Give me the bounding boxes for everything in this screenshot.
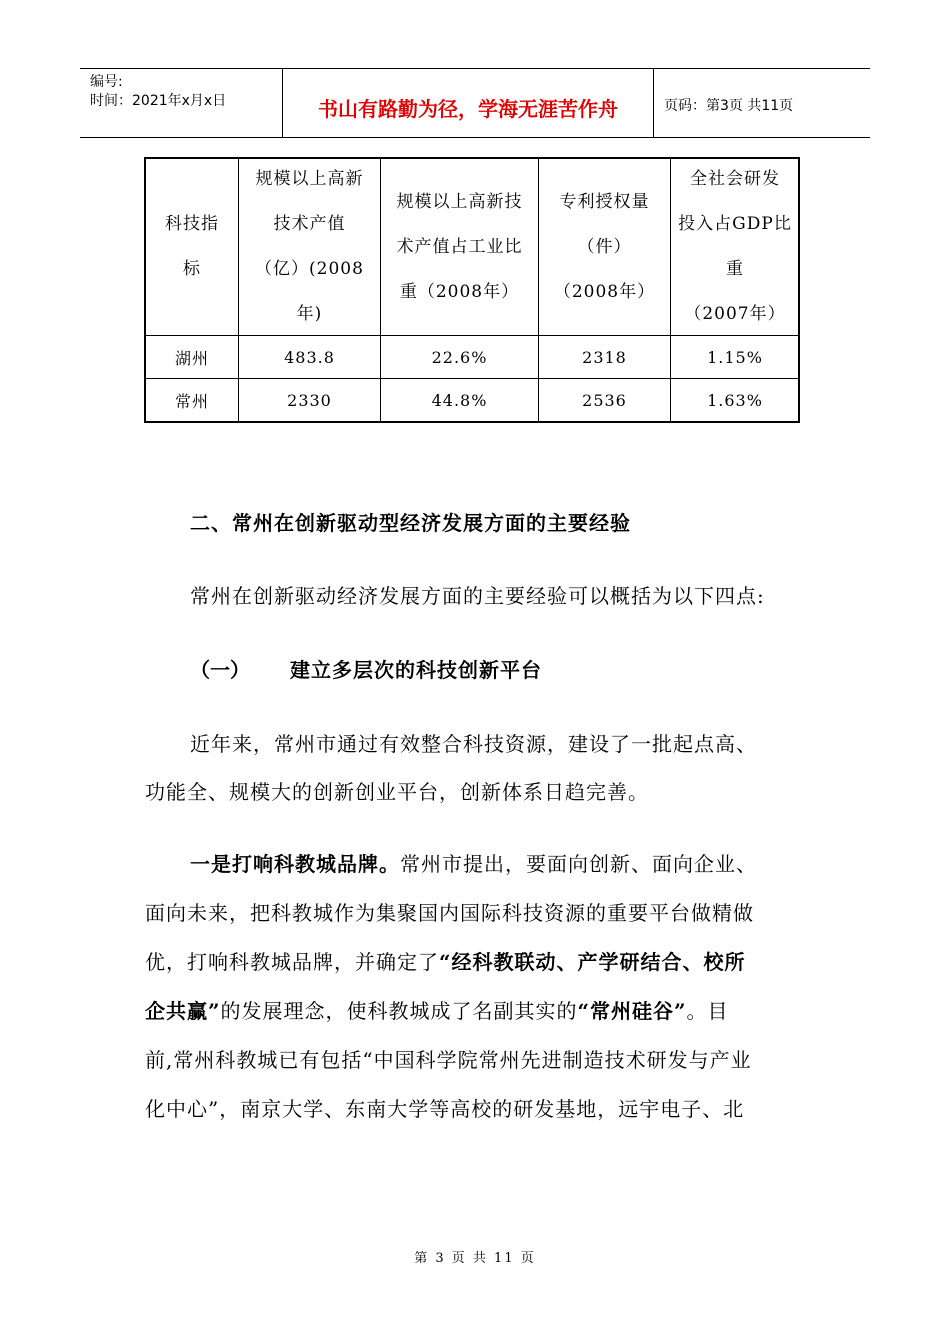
header-motto-cell: [283, 69, 654, 137]
bold-quote: “常州硅谷”: [577, 999, 687, 1023]
table-cell: 44.8%: [431, 390, 488, 410]
table-cell: 22.6%: [431, 347, 488, 367]
table-header-cell: 规模以上高新技 术产值占工业比 重（2008年）: [396, 191, 523, 302]
paragraph-line: [145, 946, 746, 975]
table-cell: 2330: [287, 390, 332, 410]
section-heading: 二、常州在创新驱动型经济发展方面的主要经验: [190, 511, 631, 535]
paragraph-line: 面向未来，把科教城作为集聚国内国际科技资源的重要平台做精做: [145, 901, 754, 925]
text-run: 优，打响科教城品牌，并确定了: [145, 950, 439, 974]
tech-indicator-table: [144, 157, 800, 423]
paragraph-line: 近年来，常州市通过有效整合科技资源，建设了一批起点高、: [190, 732, 757, 756]
table-cell: 湖州: [174, 348, 209, 368]
paragraph-line: 功能全、规模大的创新创业平台，创新体系日趋完善。: [145, 780, 649, 804]
subsection-title: 建立多层次的科技创新平台: [290, 658, 542, 682]
paragraph-line: [145, 995, 729, 1024]
code-label: 编号:: [90, 74, 123, 90]
bold-quote: “经科教联动、产学研结合、校所: [439, 950, 746, 974]
table-header-cell: 全社会研发 投入占GDP比 重 （2007年）: [678, 169, 792, 324]
header-page-info: 页码：第3页 共11页: [664, 98, 794, 114]
text-run: 的发展理念，使科教城成了名副其实的: [220, 999, 578, 1023]
bold-quote: 企共赢”: [145, 999, 221, 1023]
page-header: [80, 68, 870, 138]
table-cell: 2318: [582, 347, 627, 367]
text-run: 。目: [686, 999, 729, 1023]
text-run: 常州市提出，要面向创新、面向企业、: [400, 852, 757, 876]
header-meta: [80, 69, 283, 137]
table-cell: 1.15%: [707, 347, 763, 367]
paragraph-line: 化中心”，南京大学、东南大学等高校的研发基地，远宇电子、北: [145, 1097, 745, 1121]
paragraph-line: 前,常州科教城已有包括“中国科学院常州先进制造技术研发与产业: [145, 1048, 752, 1072]
table-header-cell: 科技指 标: [165, 214, 219, 279]
page-footer: 第 3 页 共 11 页: [414, 1251, 536, 1266]
intro-paragraph: 常州在创新驱动经济发展方面的主要经验可以概括为以下四点:: [190, 584, 765, 608]
table-header-cell: 规模以上高新 技术产值 （亿）(2008 年): [255, 169, 364, 324]
header-motto: 书山有路勤为径，学海无涯苦作舟: [318, 97, 618, 121]
table-cell: 483.8: [284, 347, 335, 367]
table-cell: 2536: [582, 390, 627, 410]
table-cell: 1.63%: [707, 390, 763, 410]
paragraph-line: [190, 848, 757, 877]
bold-lead: 一是打响科教城品牌。: [190, 852, 400, 876]
subsection-number: （一）: [190, 658, 250, 682]
table-header-cell: 专利授权量 （件） （2008年）: [553, 191, 656, 302]
time-label: 时间：2021年x月x日: [90, 93, 227, 109]
table-cell: 常州: [174, 391, 209, 411]
header-page-cell: [654, 69, 870, 137]
